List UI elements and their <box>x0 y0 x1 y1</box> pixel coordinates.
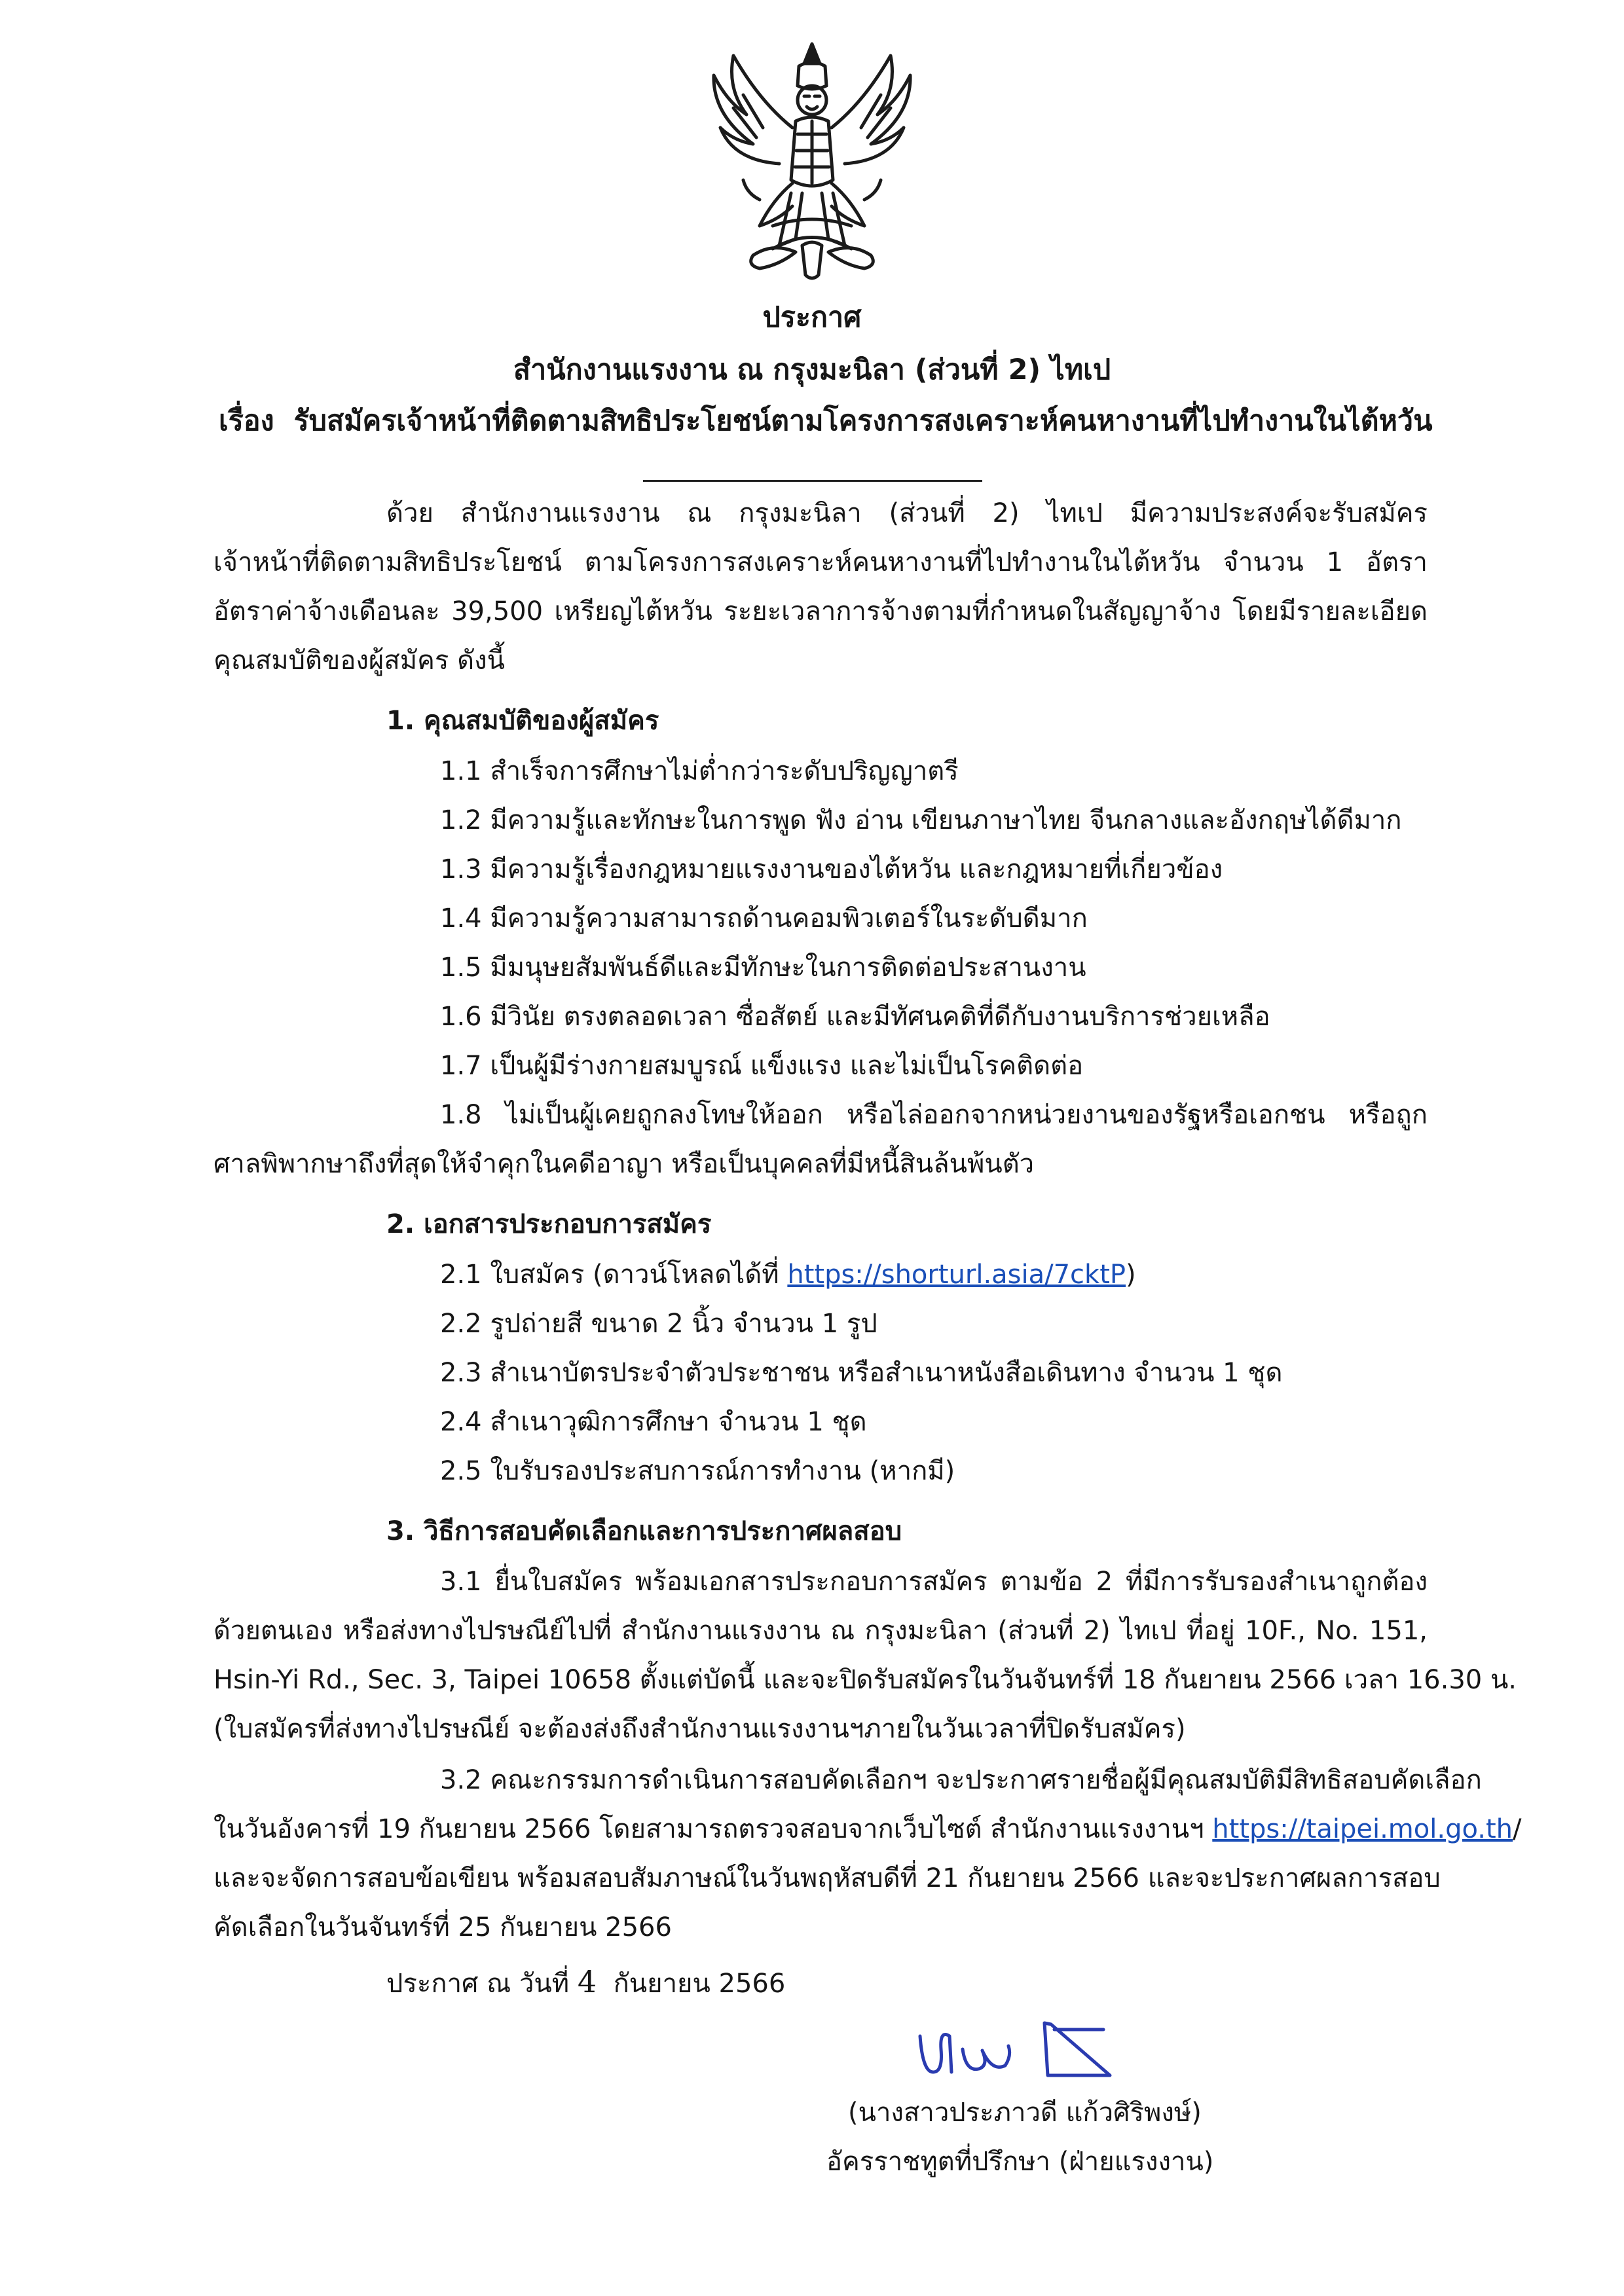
section2-item1-suffix: ) <box>1126 1260 1136 1290</box>
section1-item: 1.5 มีมนุษยสัมพันธ์ดีและมีทักษะในการติดต่อประสานงาน <box>440 953 1086 983</box>
date-prefix: ประกาศ ณ วันที่ <box>386 1969 570 1999</box>
section3-p2-line: 3.2 คณะกรรมการดำเนินการสอบคัดเลือกฯ จะประกาศรายชื่อผู้มีคุณสมบัติมีสิทธิสอบคัดเลือก <box>440 1765 1482 1795</box>
section1-item: 1.6 มีวินัย ตรงตลอดเวลา ซื่อสัตย์ และมีทัศนคติที่ดีกับงานบริการช่วยเหลือ <box>440 1002 1270 1032</box>
section1-item: 1.7 เป็นผู้มีร่างกายสมบูรณ์ แข็งแรง และไม่เป็นโรคติดต่อ <box>440 1051 1084 1081</box>
signatory-position: อัครราชทูตที่ปรึกษา (ฝ่ายแรงงาน) <box>826 2147 1214 2177</box>
section1-item: 1.8 ไม่เป็นผู้เคยถูกลงโทษให้ออก หรือไล่ออกจากหน่วยงานของรัฐหรือเอกชน หรือถูก <box>440 1100 1428 1130</box>
section3-p1-line: ด้วยตนเอง หรือส่งทางไปรษณีย์ไปที่ สำนักงานแรงงาน ณ กรุงมะนิลา (ส่วนที่ 2) ไทเป ที่อยู่ 10F., No. 151, <box>213 1616 1428 1646</box>
section2-title: 2. เอกสารประกอบการสมัคร <box>386 1209 712 1239</box>
section2-item: 2.4 สำเนาวุฒิการศึกษา จำนวน 1 ชุด <box>440 1407 867 1437</box>
section3-p1-line: Hsin-Yi Rd., Sec. 3, Taipei 10658 ตั้งแต่บัดนี้ และจะปิดรับสมัครในวันจันทร์ที่ 18 กันยายน 2566 เวลา 16.30 น. <box>213 1665 1517 1695</box>
date-day: 4 <box>577 1964 597 1999</box>
subject-label: เรื่อง <box>219 405 274 437</box>
intro-line-1: ด้วย สำนักงานแรงงาน ณ กรุงมะนิลา (ส่วนที่ 2) ไทเป มีความประสงค์จะรับสมัคร <box>386 498 1428 528</box>
section3-p2-line: คัดเลือกในวันจันทร์ที่ 25 กันยายน 2566 <box>213 1912 672 1942</box>
office-name: สำนักงานแรงงาน ณ กรุงมะนิลา (ส่วนที่ 2) ไทเป <box>513 354 1111 386</box>
section1-item-cont: ศาลพิพากษาถึงที่สุดให้จำคุกในคดีอาญา หรือเป็นบุคคลที่มีหนี้สินล้นพ้นตัว <box>213 1149 1035 1179</box>
section2-item: 2.2 รูปถ่ายสี ขนาด 2 นิ้ว จำนวน 1 รูป <box>440 1309 877 1339</box>
section3-title: 3. วิธีการสอบคัดเลือกและการประกาศผลสอบ <box>386 1516 902 1546</box>
section2-item: 2.3 สำเนาบัตรประจำตัวประชาชน หรือสำเนาหนังสือเดินทาง จำนวน 1 ชุด <box>440 1358 1283 1388</box>
announcement-type: ประกาศ <box>762 301 862 334</box>
section3-p1-line: (ใบสมัครที่ส่งทางไปรษณีย์ จะต้องส่งถึงสำนักงานแรงงานฯภายในวันเวลาที่ปิดรับสมัคร) <box>213 1714 1186 1744</box>
section2-item <box>440 1256 1136 1294</box>
date-month-year: กันยายน 2566 <box>613 1969 786 1999</box>
section1-item: 1.1 สำเร็จการศึกษาไม่ต่ำกว่าระดับปริญญาตรี <box>440 756 959 786</box>
subject-text: รับสมัครเจ้าหน้าที่ติดตามสิทธิประโยชน์ตามโครงการสงเคราะห์คนหางานที่ไปทำงานในไต้หวัน <box>293 405 1433 437</box>
intro-line-2: เจ้าหน้าที่ติดตามสิทธิประโยชน์ ตามโครงการสงเคราะห์คนหางานที่ไปทำงานในไต้หวัน จำนวน 1 อัตรา <box>213 547 1428 577</box>
handwritten-signature <box>913 2010 1116 2088</box>
section3-p2-suffix: / <box>1512 1814 1522 1844</box>
section3-p1-line: 3.1 ยื่นใบสมัคร พร้อมเอกสารประกอบการสมัคร ตามข้อ 2 ที่มีการรับรองสำเนาถูกต้อง <box>440 1567 1428 1597</box>
section1-item: 1.4 มีความรู้ความสามารถด้านคอมพิวเตอร์ในระดับดีมาก <box>440 903 1088 934</box>
announcement-date <box>386 1963 785 2003</box>
subject-line <box>219 401 1432 441</box>
section3-p2-text: ในวันอังคารที่ 19 กันยายน 2566 โดยสามารถตรวจสอบจากเว็บไซต์ สำนักงานแรงงานฯ <box>213 1814 1213 1844</box>
section1-item: 1.2 มีความรู้และทักษะในการพูด ฟัง อ่าน เขียนภาษาไทย จีนกลางและอังกฤษได้ดีมาก <box>440 805 1402 835</box>
intro-line-4: คุณสมบัติของผู้สมัคร ดังนี้ <box>213 646 505 676</box>
application-form-link[interactable]: https://shorturl.asia/7cktP <box>787 1260 1126 1290</box>
section3-p2-line: และจะจัดการสอบข้อเขียน พร้อมสอบสัมภาษณ์ในวันพฤหัสบดีที่ 21 กันยายน 2566 และจะประกาศผลการสอบ <box>213 1863 1441 1893</box>
section1-item: 1.3 มีความรู้เรื่องกฎหมายแรงงานของไต้หวัน และกฎหมายที่เกี่ยวข้อง <box>440 854 1223 884</box>
header-divider <box>643 480 982 482</box>
signatory-name: (นางสาวประภาวดี แก้วศิริพงษ์) <box>848 2098 1202 2128</box>
section1-title: 1. คุณสมบัติของผู้สมัคร <box>386 706 659 736</box>
intro-line-3: อัตราค่าจ้างเดือนละ 39,500 เหรียญไต้หวัน ระยะเวลาการจ้างตามที่กำหนดในสัญญาจ้าง โดยมีรายละเอียด <box>213 596 1428 627</box>
section2-item: 2.5 ใบรับรองประสบการณ์การทำงาน (หากมี) <box>440 1456 955 1486</box>
section3-p2-line <box>213 1810 1522 1848</box>
section2-item1-text: 2.1 ใบสมัคร (ดาวน์โหลดได้ที่ <box>440 1260 788 1290</box>
website-link[interactable]: https://taipei.mol.go.th <box>1212 1814 1513 1844</box>
garuda-emblem-icon <box>681 29 943 291</box>
